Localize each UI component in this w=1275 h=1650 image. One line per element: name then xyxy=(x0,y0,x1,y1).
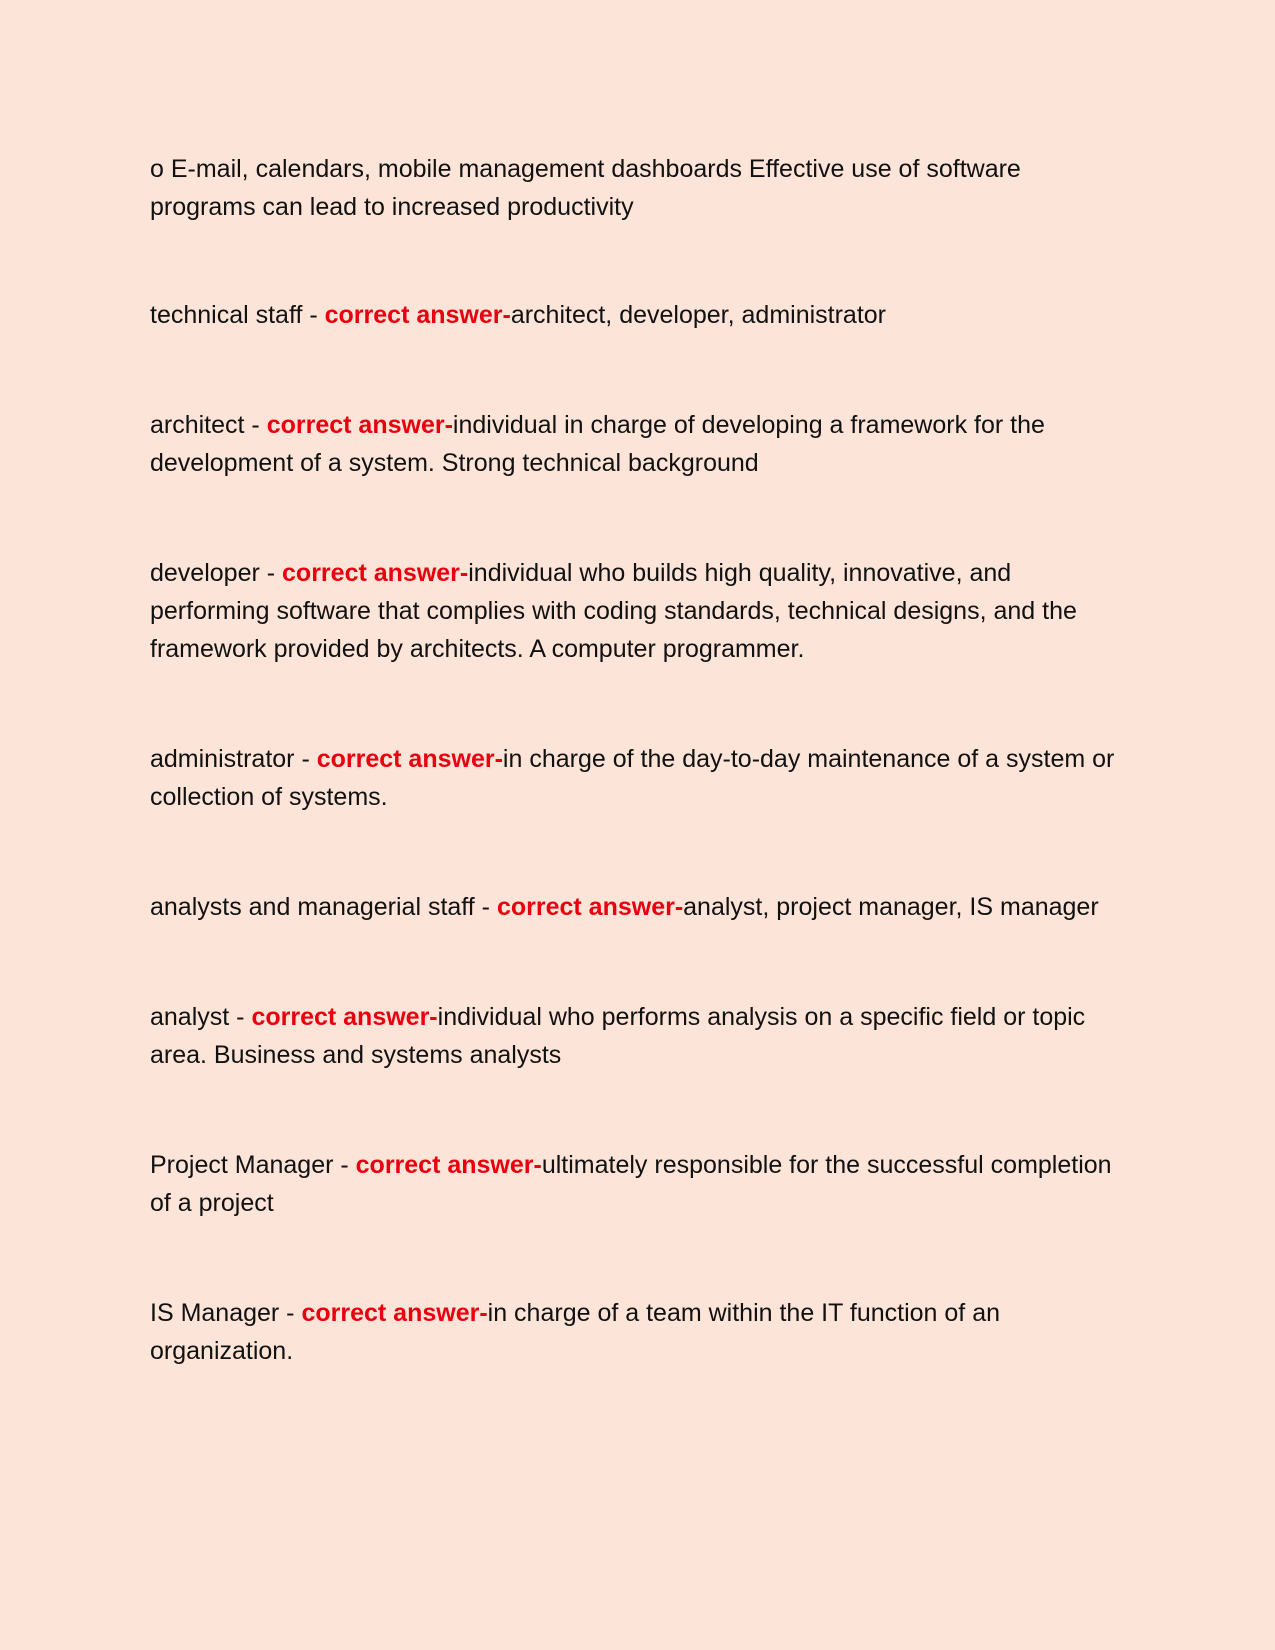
entry-analysts-managerial-staff xyxy=(150,888,1125,926)
entry-technical-staff xyxy=(150,296,1125,334)
correct-answer-marker: correct answer- xyxy=(496,893,684,921)
entry-definition: architect, developer, administrator xyxy=(510,301,887,329)
intro-paragraph: o E-mail, calendars, mobile management dashboards Effective use of software programs can lead to increased productivity xyxy=(150,155,1021,221)
entry-term: analyst - xyxy=(150,1003,252,1031)
entry-term: architect - xyxy=(150,411,267,439)
entry-definition: individual who builds high quality, innovative, and performing software that complies with coding standards, technical designs, and the framework provided by architects. A computer programmer. xyxy=(150,559,1077,663)
correct-answer-marker: correct answer- xyxy=(324,301,511,329)
entry-term: administrator - xyxy=(150,745,317,773)
correct-answer-marker: correct answer- xyxy=(316,745,503,773)
entry-term: technical staff - xyxy=(150,301,325,329)
entry-is-manager xyxy=(150,1294,1125,1370)
entry-analyst xyxy=(150,998,1125,1074)
correct-answer-marker: correct answer- xyxy=(355,1151,542,1179)
entry-definition: analyst, project manager, IS manager xyxy=(683,893,1099,921)
entry-definition: in charge of the day-to-day maintenance of a system or collection of systems. xyxy=(150,745,1115,811)
entry-definition: in charge of a team within the IT function of an organization. xyxy=(150,1299,1000,1365)
correct-answer-marker: correct answer- xyxy=(251,1003,438,1031)
correct-answer-marker: correct answer- xyxy=(282,559,469,587)
entry-definition: individual who performs analysis on a specific field or topic area. Business and systems analysts xyxy=(150,1003,1086,1069)
entry-term: IS Manager - xyxy=(150,1299,302,1327)
correct-answer-marker: correct answer- xyxy=(266,411,453,439)
entry-term: developer - xyxy=(150,559,283,587)
correct-answer-marker: correct answer- xyxy=(301,1299,488,1327)
entry-definition: ultimately responsible for the successful completion of a project xyxy=(150,1151,1112,1217)
entry-developer xyxy=(150,554,1125,668)
entry-term: analysts and managerial staff - xyxy=(150,893,497,921)
entry-administrator xyxy=(150,740,1125,816)
entry-project-manager xyxy=(150,1146,1125,1222)
entry-architect xyxy=(150,406,1125,482)
entry-term: Project Manager - xyxy=(150,1151,356,1179)
entry-definition: individual in charge of developing a framework for the development of a system. Strong technical background xyxy=(150,411,1045,477)
